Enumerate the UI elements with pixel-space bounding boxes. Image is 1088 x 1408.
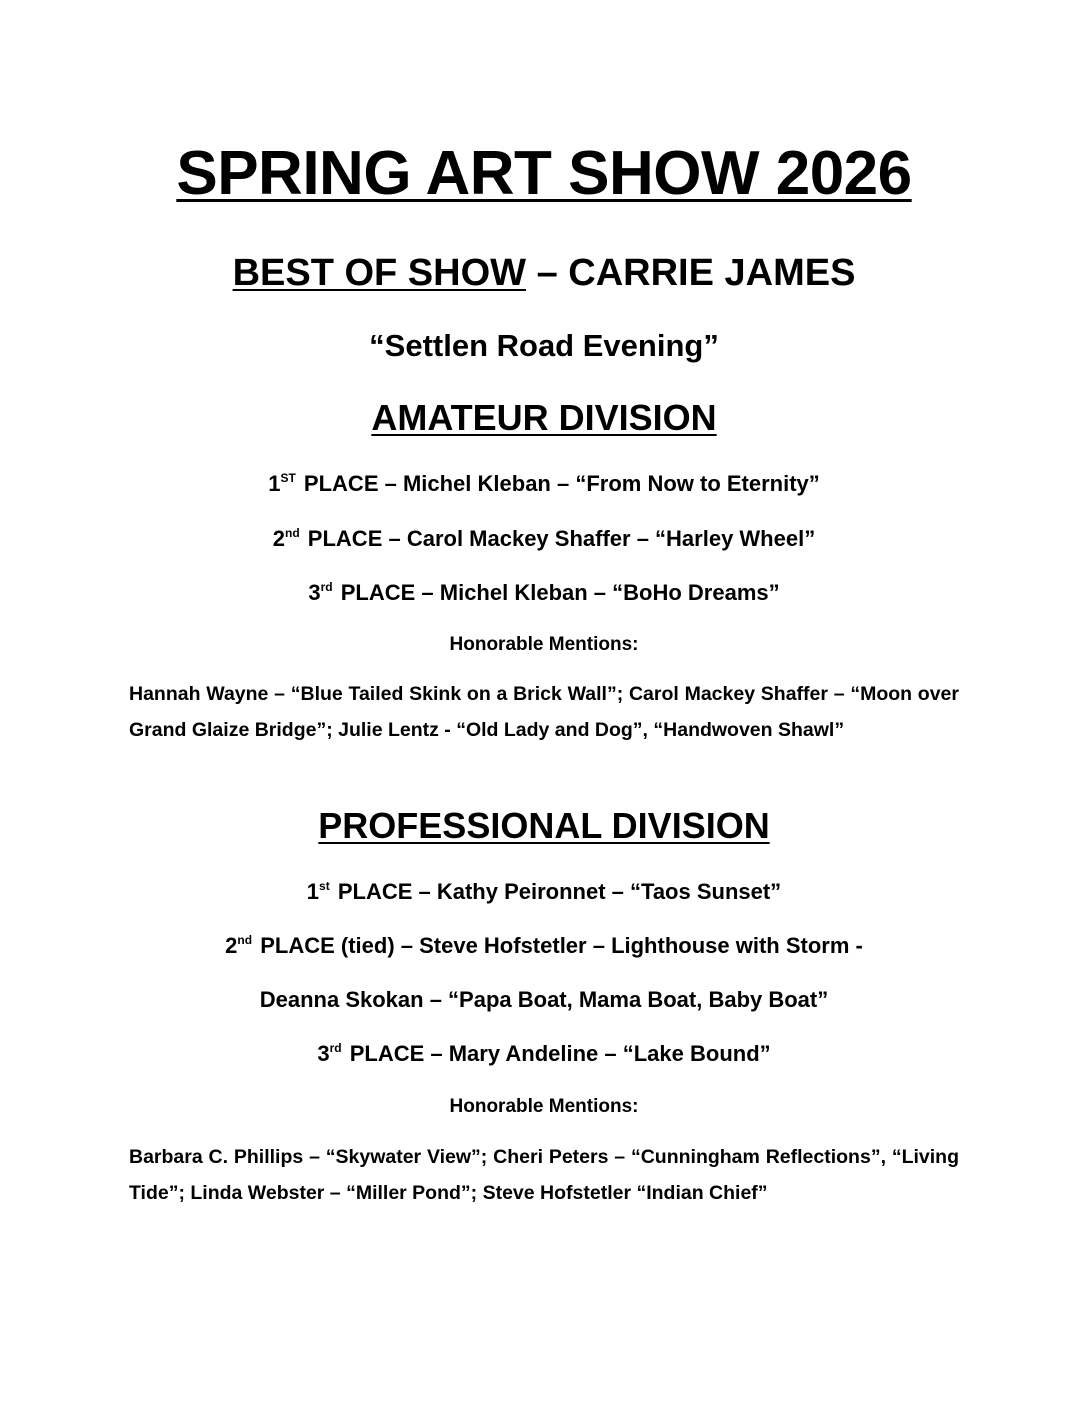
place-ordinal-suffix: rd	[320, 580, 333, 594]
amateur-third-place	[0, 579, 1088, 610]
place-ordinal: 1	[306, 879, 320, 904]
professional-first-place	[0, 878, 1088, 909]
place-ordinal: 2	[225, 933, 238, 958]
place-text: PLACE – Michel Kleban – “From Now to Eternity”	[297, 471, 820, 496]
place-ordinal-suffix: nd	[285, 526, 300, 540]
place-text: PLACE – Mary Andeline – “Lake Bound”	[343, 1041, 771, 1066]
professional-second-place-tie	[0, 986, 1088, 1014]
best-of-show-separator: –	[526, 252, 569, 294]
amateur-first-place	[0, 470, 1088, 501]
amateur-second-place	[0, 525, 1088, 556]
page-title: SPRING ART SHOW 2026	[176, 139, 912, 208]
place-ordinal-suffix: nd	[237, 933, 253, 947]
place-ordinal-suffix: ST	[280, 471, 296, 485]
amateur-honorable-mentions-heading: Honorable Mentions:	[449, 634, 639, 655]
professional-honorable-mentions-heading: Honorable Mentions:	[449, 1096, 639, 1117]
place-text: PLACE – Carol Mackey Shaffer – “Harley Wheel”	[301, 526, 816, 551]
best-of-show-label: BEST OF SHOW	[232, 252, 527, 294]
place-ordinal-suffix: rd	[329, 1041, 342, 1055]
place-ordinal: 2	[272, 526, 286, 551]
place-text: PLACE (tied) – Steve Hofstetler – Lighthouse with Storm -	[254, 933, 863, 958]
place-text: PLACE – Michel Kleban – “BoHo Dreams”	[334, 580, 780, 605]
place-ordinal: 3	[317, 1041, 330, 1066]
professional-third-place	[0, 1040, 1088, 1071]
place-text: Deanna Skokan – “Papa Boat, Mama Boat, Baby Boat”	[259, 987, 829, 1012]
professional-honorable-mentions-text: Barbara C. Phillips – “Skywater View”; Cheri Peters – “Cunningham Reflections”, “Living Tide”; Linda Webster – “Miller Pond”; Steve Hofstetler “Indian Chief”	[129, 1146, 959, 1204]
best-of-show-line	[0, 251, 1088, 295]
best-of-show-work: “Settlen Road Evening”	[369, 328, 719, 363]
amateur-honorable-mentions-text: Hannah Wayne – “Blue Tailed Skink on a Brick Wall”; Carol Mackey Shaffer – “Moon over Grand Glaize Bridge”; Julie Lentz - “Old Lady and Dog”, “Handwoven Shawl”	[129, 683, 959, 741]
place-text: PLACE – Kathy Peironnet – “Taos Sunset”	[331, 879, 782, 904]
professional-division-heading: PROFESSIONAL DIVISION	[318, 805, 770, 846]
professional-second-place	[0, 932, 1088, 963]
place-ordinal: 3	[308, 580, 321, 605]
place-ordinal: 1	[268, 471, 281, 496]
best-of-show-artist: CARRIE JAMES	[568, 252, 856, 294]
amateur-division-heading: AMATEUR DIVISION	[371, 397, 717, 438]
place-ordinal-suffix: st	[319, 879, 330, 893]
